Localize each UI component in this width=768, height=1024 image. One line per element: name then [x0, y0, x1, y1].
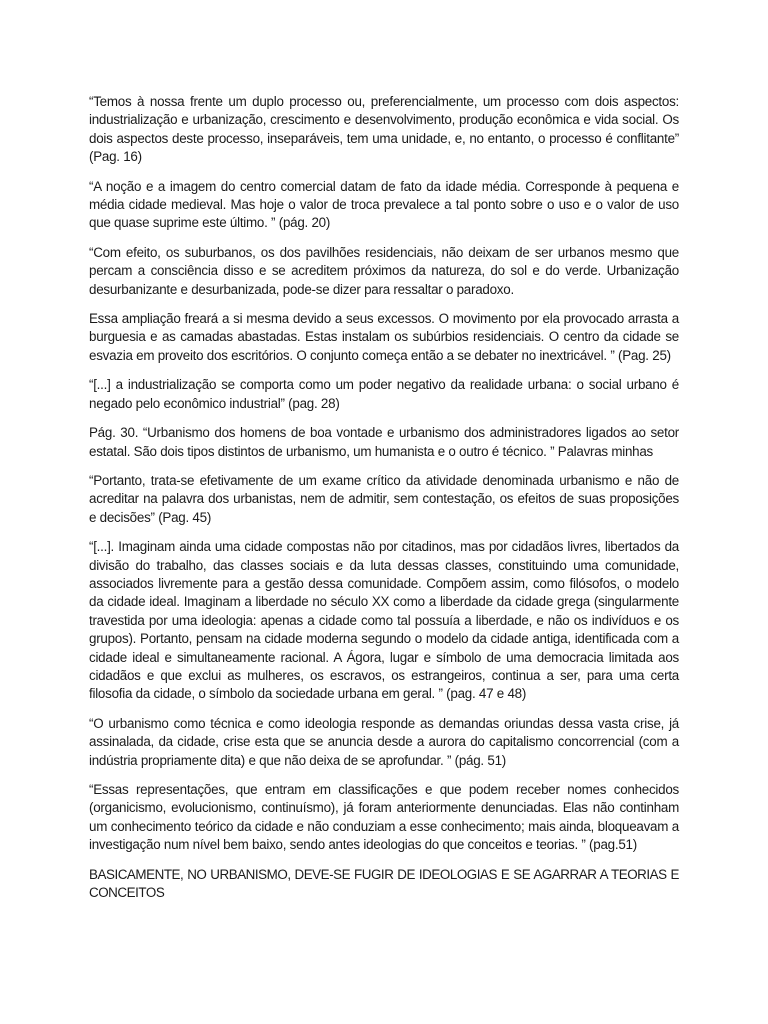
conclusion-statement: BASICAMENTE, NO URBANISMO, DEVE-SE FUGIR DE IDEOLOGIAS E SE AGARRAR A TEORIAS E CONCEITOS: [89, 866, 679, 901]
quote-paragraph: “[...]. Imaginam ainda uma cidade compostas não por citadinos, mas por cidadãos livres, libertados da divisão do trabalho, das classes sociais e da luta dessas classes, constituindo uma comunidade, associados livremente para a gestão dessa comunidade. Compõem assim, como filósofos, o modelo da cidade ideal. Imaginam a liberdade no século XX como a liberdade da cidade grega (singularmente travestida por uma ideologia: apenas a cidade como tal possuía a liberdade, e não os indivíduos e os grupos). Portanto, pensam na cidade moderna segundo o modelo da cidade antiga, identificada com a cidade ideal e simultaneamente racional. A Ágora, lugar e símbolo de uma democracia limitada aos cidadãos e que exclui as mulheres, os escravos, os estrangeiros, continua a ser, para uma certa filosofia da cidade, o símbolo da sociedade urbana em geral. ” (pag. 47 e 48): [89, 539, 679, 702]
quote-paragraph: “Temos à nossa frente um duplo processo ou, preferencialmente, um processo com dois aspectos: industrialização e urbanização, crescimento e desenvolvimento, produção econômica e vida social. Os dois aspectos deste processo, inseparáveis, tem uma unidade, e, no entanto, o processo é conflitante” (Pag. 16): [89, 94, 679, 165]
quote-paragraph: “Essas representações, que entram em classificações e que podem receber nomes conhecidos (organicismo, evolucionismo, continuísmo), já foram anteriormente denunciadas. Elas não continham um conhecimento teórico da cidade e não conduziam a esse conhecimento; mais ainda, bloqueavam a investigação num nível bem baixo, sendo antes ideologias do que conceitos e teorias. ” (pag.51): [89, 782, 679, 853]
quote-paragraph: Pág. 30. “Urbanismo dos homens de boa vontade e urbanismo dos administradores ligados ao setor estatal. São dois tipos distintos de urbanismo, um humanista e o outro é técnico. ” Palavras minhas: [89, 425, 679, 459]
quote-paragraph: “Portanto, trata-se efetivamente de um exame crítico da atividade denominada urbanismo e não de acreditar na palavra dos urbanistas, nem de admitir, sem contestação, os efeitos de suas proposições e decisões” (Pag. 45): [89, 472, 679, 525]
quote-paragraph: “Com efeito, os suburbanos, os dos pavilhões residenciais, não deixam de ser urbanos mesmo que percam a consciência disso e se acreditem próximos da natureza, do sol e do verde. Urbanização desurbanizante e desurbanizada, pode-se dizer para ressaltar o paradoxo.: [89, 244, 679, 297]
quote-paragraph: “[...] a industrialização se comporta como um poder negativo da realidade urbana: o social urbano é negado pelo econômico industrial” (pag. 28): [89, 377, 679, 411]
quote-paragraph: “A noção e a imagem do centro comercial datam de fato da idade média. Corresponde à pequena e média cidade medieval. Mas hoje o valor de troca prevalece a tal ponto sobre o uso e o valor de uso que quase suprime este último. ” (pág. 20): [89, 178, 679, 231]
quote-paragraph: Essa ampliação freará a si mesma devido a seus excessos. O movimento por ela provocado arrasta a burguesia e as camadas abastadas. Estas instalam os subúrbios residenciais. O centro da cidade se esvazia em proveito dos escritórios. O conjunto começa então a se debater no inextricável. ” (Pag. 25): [89, 311, 679, 363]
quote-paragraph: “O urbanismo como técnica e como ideologia responde as demandas oriundas dessa vasta crise, já assinalada, da cidade, crise esta que se anuncia desde a aurora do capitalismo concorrencial (com a indústria propriamente dita) e que não deixa de se aprofundar. ” (pág. 51): [89, 715, 679, 768]
